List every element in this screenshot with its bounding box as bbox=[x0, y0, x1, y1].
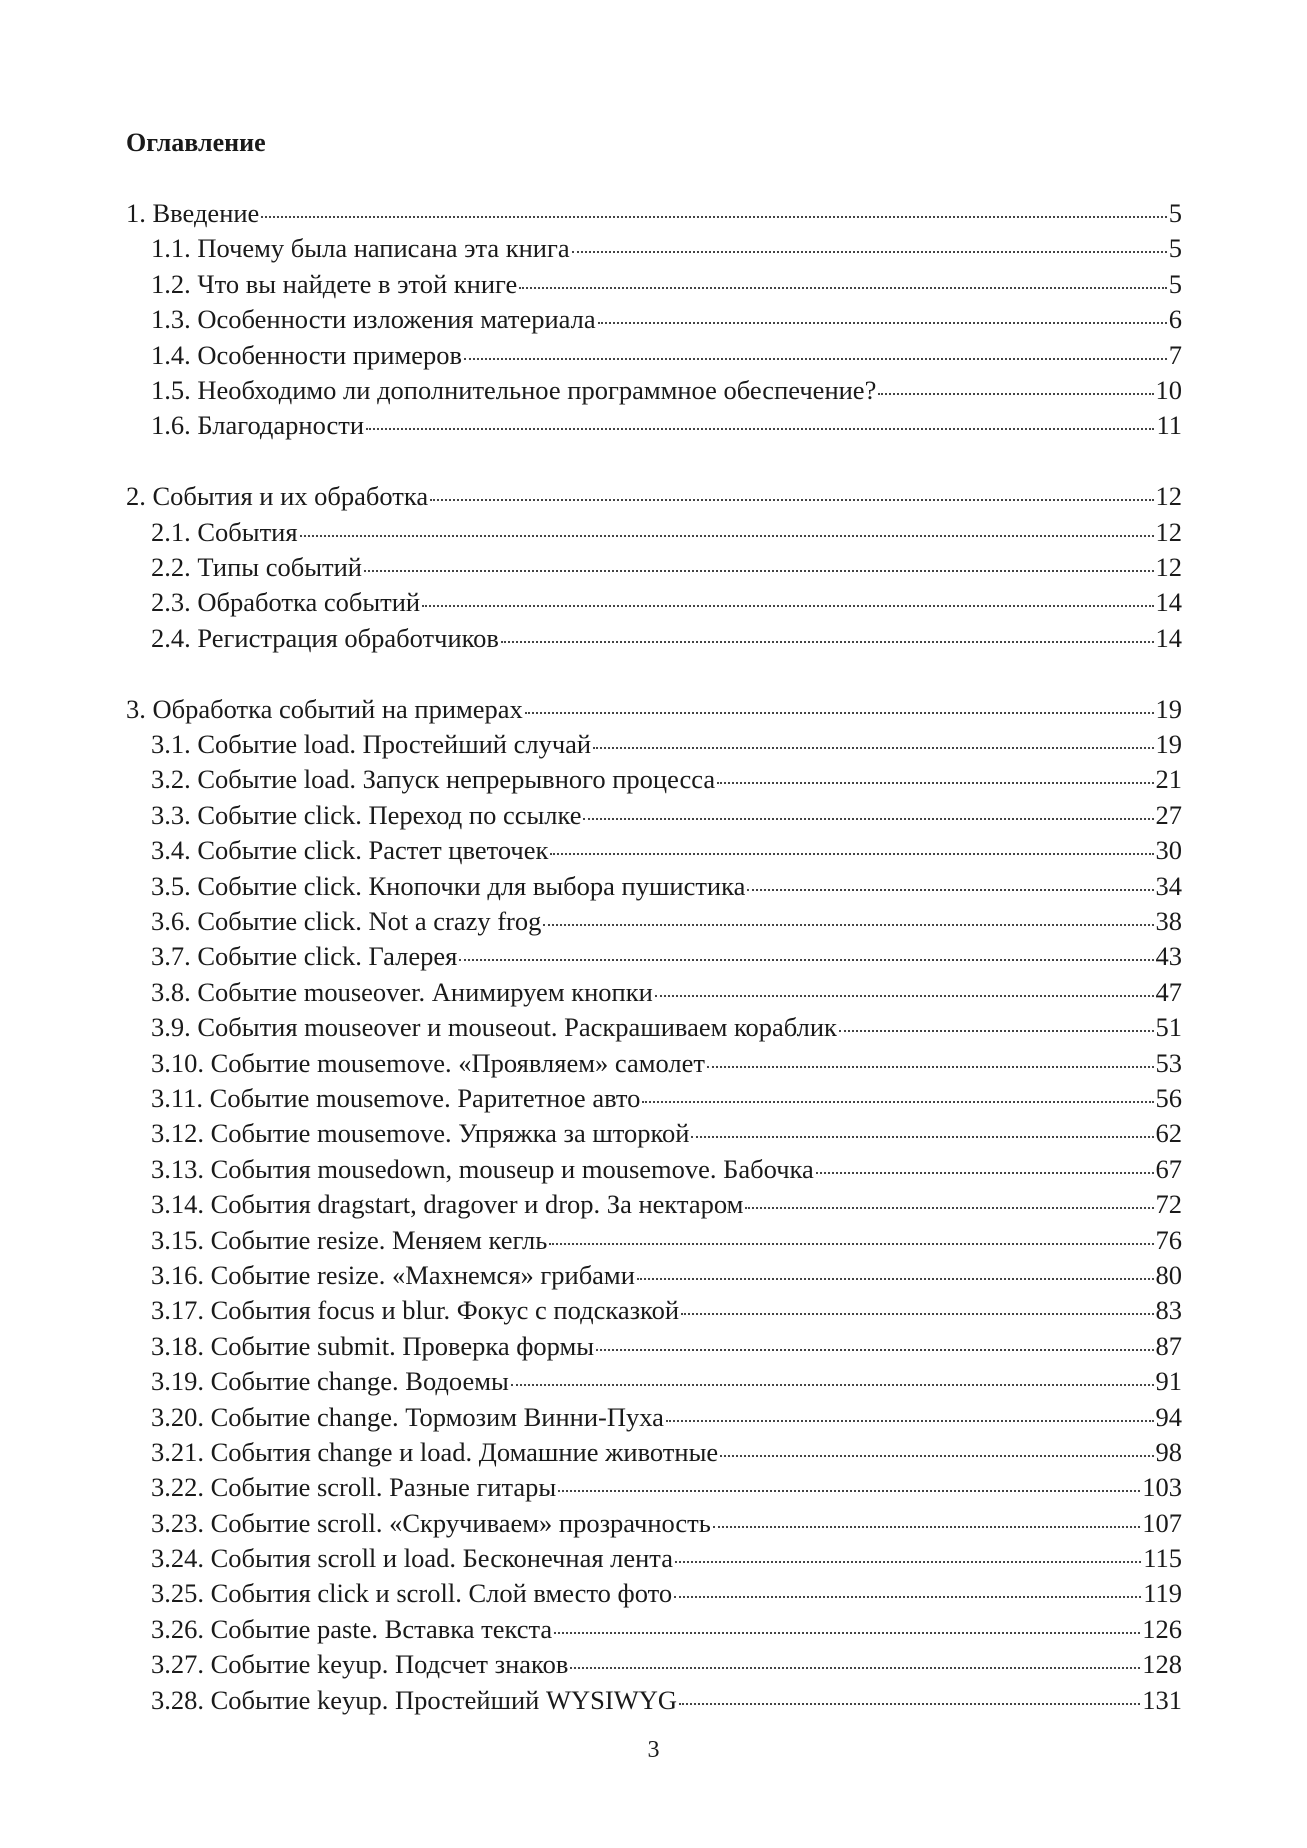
toc-entry-page: 12 bbox=[1155, 481, 1182, 512]
toc-entry-label: 3.4. Событие click. Растет цветочек bbox=[151, 835, 549, 866]
dot-leader bbox=[501, 641, 1154, 643]
toc-entry-page: 19 bbox=[1155, 693, 1182, 724]
toc-entry-label: 1.2. Что вы найдете в этой книге bbox=[151, 268, 518, 299]
toc-entry-label: 3.14. События dragstart, dragover и drop. За нектаром bbox=[151, 1189, 744, 1220]
toc-entry-page: 72 bbox=[1155, 1189, 1182, 1220]
toc-entry-label: 1. Введение bbox=[126, 198, 260, 228]
toc-subsection-entry[interactable] bbox=[126, 1187, 1182, 1222]
toc-subsection-entry[interactable] bbox=[126, 1647, 1182, 1682]
toc-entry-page: 126 bbox=[1142, 1613, 1182, 1644]
toc-entry-page: 14 bbox=[1155, 622, 1182, 653]
toc-section bbox=[126, 692, 1182, 1718]
toc-subsection-entry[interactable] bbox=[126, 302, 1182, 337]
toc-subsection-entry[interactable] bbox=[126, 373, 1182, 408]
toc-entry-label: 3.17. События focus и blur. Фокус с подсказкой bbox=[151, 1295, 680, 1326]
toc-entry-label: 3.27. Событие keyup. Подсчет знаков bbox=[151, 1649, 569, 1680]
toc-entry-page: 53 bbox=[1155, 1047, 1182, 1078]
dot-leader bbox=[675, 1561, 1141, 1563]
toc-entry-page: 30 bbox=[1155, 835, 1182, 866]
toc-subsection-entry[interactable] bbox=[126, 1081, 1182, 1116]
toc-entry-label: 2.4. Регистрация обработчиков bbox=[151, 622, 499, 653]
toc-entry-page: 27 bbox=[1155, 799, 1182, 830]
dot-leader bbox=[655, 995, 1154, 997]
toc-entry-label: 3.21. События change и load. Домашние животные bbox=[151, 1436, 719, 1467]
dot-leader bbox=[707, 1066, 1154, 1068]
toc-entry-label: 3.11. Событие mousemove. Раритетное авто bbox=[151, 1082, 641, 1113]
toc-entry-label: 3.23. Событие scroll. «Скручиваем» прозрачность bbox=[151, 1507, 711, 1538]
dot-leader bbox=[839, 1030, 1154, 1032]
dot-leader bbox=[430, 499, 1153, 501]
toc-entry-page: 34 bbox=[1155, 870, 1182, 901]
toc-entry-label: 1.3. Особенности изложения материала bbox=[151, 304, 596, 335]
toc-entry-page: 131 bbox=[1142, 1684, 1182, 1715]
toc-entry-label: 3.1. Событие load. Простейший случай bbox=[151, 729, 592, 760]
dot-leader bbox=[364, 570, 1154, 572]
dot-leader bbox=[464, 358, 1167, 360]
toc-chapter-entry[interactable] bbox=[126, 479, 1182, 514]
toc-entry-label: 2.2. Типы событий bbox=[151, 552, 362, 583]
toc-entry-page: 12 bbox=[1155, 516, 1182, 547]
toc-subsection-entry[interactable] bbox=[126, 267, 1182, 302]
toc-entry-label: 3.22. Событие scroll. Разные гитары bbox=[151, 1472, 557, 1503]
toc-entry-label: 2. События и их обработка bbox=[126, 481, 429, 512]
toc-subsection-entry[interactable] bbox=[126, 585, 1182, 620]
page-number: 3 bbox=[647, 1737, 660, 1763]
toc-subsection-entry[interactable] bbox=[126, 1541, 1182, 1576]
toc-entry-label: 3.12. Событие mousemove. Упряжка за шторкой bbox=[151, 1118, 690, 1149]
toc-entry-page: 38 bbox=[1155, 906, 1182, 937]
dot-leader bbox=[816, 1172, 1154, 1174]
dot-leader bbox=[642, 1101, 1153, 1103]
toc-entry-page: 11 bbox=[1156, 410, 1182, 441]
toc-entry-page: 21 bbox=[1155, 764, 1182, 795]
toc-entry-page: 67 bbox=[1155, 1153, 1182, 1184]
table-of-contents bbox=[126, 196, 1182, 1718]
toc-subsection-entry[interactable] bbox=[126, 1258, 1182, 1293]
toc-subsection-entry[interactable] bbox=[126, 1470, 1182, 1505]
dot-leader bbox=[300, 535, 1154, 537]
toc-subsection-entry[interactable] bbox=[126, 833, 1182, 868]
toc-entry-page: 6 bbox=[1168, 304, 1182, 335]
toc-subsection-entry[interactable] bbox=[126, 338, 1182, 373]
dot-leader bbox=[878, 393, 1153, 395]
toc-title: Оглавление bbox=[126, 128, 266, 157]
dot-leader bbox=[554, 1632, 1140, 1634]
toc-entry-label: 3.13. События mousedown, mouseup и mousemove. Бабочка bbox=[151, 1153, 814, 1184]
toc-entry-page: 119 bbox=[1143, 1578, 1182, 1609]
toc-entry-page: 128 bbox=[1142, 1649, 1182, 1680]
toc-subsection-entry[interactable] bbox=[126, 550, 1182, 585]
dot-leader bbox=[422, 605, 1153, 607]
toc-entry-page: 107 bbox=[1142, 1507, 1182, 1538]
dot-leader bbox=[549, 1243, 1153, 1245]
toc-subsection-entry[interactable] bbox=[126, 798, 1182, 833]
dot-leader bbox=[525, 712, 1154, 714]
dot-leader bbox=[598, 322, 1167, 324]
toc-subsection-entry[interactable] bbox=[126, 939, 1182, 974]
toc-subsection-entry[interactable] bbox=[126, 621, 1182, 656]
toc-entry-label: 3.16. Событие resize. «Махнемся» грибами bbox=[151, 1259, 635, 1290]
toc-entry-page: 47 bbox=[1155, 976, 1182, 1007]
dot-leader bbox=[747, 889, 1153, 891]
dot-leader bbox=[550, 853, 1153, 855]
toc-entry-label: 2.1. События bbox=[151, 516, 298, 547]
toc-entry-label: 1.6. Благодарности bbox=[151, 410, 365, 441]
toc-subsection-entry[interactable] bbox=[126, 869, 1182, 904]
toc-entry-label: 1.4. Особенности примеров bbox=[151, 339, 462, 370]
toc-entry-label: 1.5. Необходимо ли дополнительное программное обеспечение? bbox=[151, 374, 877, 405]
toc-entry-page: 19 bbox=[1155, 729, 1182, 760]
dot-leader bbox=[720, 1455, 1153, 1457]
toc-subsection-entry[interactable] bbox=[126, 904, 1182, 939]
dot-leader bbox=[691, 1136, 1153, 1138]
dot-leader bbox=[637, 1278, 1154, 1280]
dot-leader bbox=[666, 1420, 1154, 1422]
toc-entry-page: 51 bbox=[1155, 1012, 1182, 1043]
dot-leader bbox=[717, 782, 1153, 784]
toc-chapter-entry[interactable] bbox=[126, 196, 1182, 231]
toc-subsection-entry[interactable] bbox=[126, 1400, 1182, 1435]
toc-section bbox=[126, 479, 1182, 656]
toc-subsection-entry[interactable] bbox=[126, 1116, 1182, 1151]
toc-subsection-entry[interactable] bbox=[126, 1293, 1182, 1328]
toc-entry-label: 3.2. Событие load. Запуск непрерывного процесса bbox=[151, 764, 716, 795]
dot-leader bbox=[570, 1667, 1140, 1669]
toc-subsection-entry[interactable] bbox=[126, 1152, 1182, 1187]
dot-leader bbox=[679, 1703, 1140, 1705]
toc-subsection-entry[interactable] bbox=[126, 515, 1182, 550]
toc-subsection-entry[interactable] bbox=[126, 727, 1182, 762]
toc-subsection-entry[interactable] bbox=[126, 1010, 1182, 1045]
dot-leader bbox=[745, 1207, 1153, 1209]
toc-entry-page: 5 bbox=[1168, 198, 1182, 228]
toc-subsection-entry[interactable] bbox=[126, 1612, 1182, 1647]
dot-leader bbox=[459, 959, 1153, 961]
toc-entry-label: 3.20. Событие change. Тормозим Винни-Пуха bbox=[151, 1401, 664, 1432]
toc-entry-page: 76 bbox=[1155, 1224, 1182, 1255]
toc-entry-label: 3.15. Событие resize. Меняем кегль bbox=[151, 1224, 548, 1255]
dot-leader bbox=[366, 428, 1154, 430]
toc-entry-label: 3.6. Событие click. Not a crazy frog bbox=[151, 906, 542, 937]
toc-entry-page: 7 bbox=[1168, 339, 1182, 370]
toc-entry-page: 62 bbox=[1155, 1118, 1182, 1149]
toc-subsection-entry[interactable] bbox=[126, 1364, 1182, 1399]
toc-subsection-entry[interactable] bbox=[126, 1435, 1182, 1470]
toc-subsection-entry[interactable] bbox=[126, 1506, 1182, 1541]
toc-entry-page: 5 bbox=[1168, 233, 1182, 264]
toc-subsection-entry[interactable] bbox=[126, 1046, 1182, 1081]
toc-subsection-entry[interactable] bbox=[126, 1329, 1182, 1364]
dot-leader bbox=[558, 1490, 1140, 1492]
toc-entry-label: 3.25. События click и scroll. Слой вместо фото bbox=[151, 1578, 673, 1609]
toc-entry-label: 3.3. Событие click. Переход по ссылке bbox=[151, 799, 582, 830]
toc-entry-page: 94 bbox=[1155, 1401, 1182, 1432]
dot-leader bbox=[593, 747, 1153, 749]
toc-entry-label: 1.1. Почему была написана эта книга bbox=[151, 233, 570, 264]
toc-subsection-entry[interactable] bbox=[126, 231, 1182, 266]
dot-leader bbox=[674, 1596, 1141, 1598]
dot-leader bbox=[583, 818, 1153, 820]
dot-leader bbox=[713, 1526, 1140, 1528]
toc-entry-page: 43 bbox=[1155, 941, 1182, 972]
toc-entry-label: 3.5. Событие click. Кнопочки для выбора пушистика bbox=[151, 870, 746, 901]
toc-entry-page: 56 bbox=[1155, 1082, 1182, 1113]
toc-entry-page: 98 bbox=[1155, 1436, 1182, 1467]
toc-entry-label: 2.3. Обработка событий bbox=[151, 587, 421, 618]
toc-entry-label: 3.9. События mouseover и mouseout. Раскрашиваем кораблик bbox=[151, 1012, 837, 1043]
toc-entry-label: 3.7. Событие click. Галерея bbox=[151, 941, 458, 972]
toc-entry-page: 115 bbox=[1143, 1543, 1182, 1574]
dot-leader bbox=[519, 287, 1166, 289]
toc-subsection-entry[interactable] bbox=[126, 762, 1182, 797]
toc-entry-label: 3.28. Событие keyup. Простейший WYSIWYG bbox=[151, 1684, 677, 1715]
toc-entry-page: 87 bbox=[1155, 1330, 1182, 1361]
toc-entry-label: 3.24. События scroll и load. Бесконечная лента bbox=[151, 1543, 673, 1574]
toc-entry-label: 3. Обработка событий на примерах bbox=[126, 693, 523, 724]
dot-leader bbox=[596, 1349, 1153, 1351]
toc-subsection-entry[interactable] bbox=[126, 1683, 1182, 1718]
dot-leader bbox=[572, 251, 1167, 253]
toc-entry-page: 83 bbox=[1155, 1295, 1182, 1326]
toc-entry-label: 3.26. Событие paste. Вставка текста bbox=[151, 1613, 553, 1644]
toc-entry-label: 3.8. Событие mouseover. Анимируем кнопки bbox=[151, 976, 653, 1007]
dot-leader bbox=[511, 1384, 1154, 1386]
toc-subsection-entry[interactable] bbox=[126, 408, 1182, 443]
dot-leader bbox=[543, 924, 1153, 926]
toc-subsection-entry[interactable] bbox=[126, 1223, 1182, 1258]
dot-leader bbox=[681, 1313, 1153, 1315]
toc-entry-label: 3.18. Событие submit. Проверка формы bbox=[151, 1330, 595, 1361]
toc-entry-label: 3.19. Событие change. Водоемы bbox=[151, 1366, 509, 1397]
toc-entry-page: 10 bbox=[1155, 374, 1182, 405]
toc-subsection-entry[interactable] bbox=[126, 1576, 1182, 1611]
toc-entry-page: 14 bbox=[1155, 587, 1182, 618]
dot-leader bbox=[261, 216, 1166, 218]
toc-section bbox=[126, 196, 1182, 444]
toc-entry-page: 12 bbox=[1155, 552, 1182, 583]
toc-entry-page: 91 bbox=[1155, 1366, 1182, 1397]
toc-entry-page: 103 bbox=[1142, 1472, 1182, 1503]
toc-subsection-entry[interactable] bbox=[126, 975, 1182, 1010]
toc-chapter-entry[interactable] bbox=[126, 692, 1182, 727]
toc-entry-label: 3.10. Событие mousemove. «Проявляем» самолет bbox=[151, 1047, 705, 1078]
toc-entry-page: 5 bbox=[1168, 268, 1182, 299]
toc-entry-page: 80 bbox=[1155, 1259, 1182, 1290]
